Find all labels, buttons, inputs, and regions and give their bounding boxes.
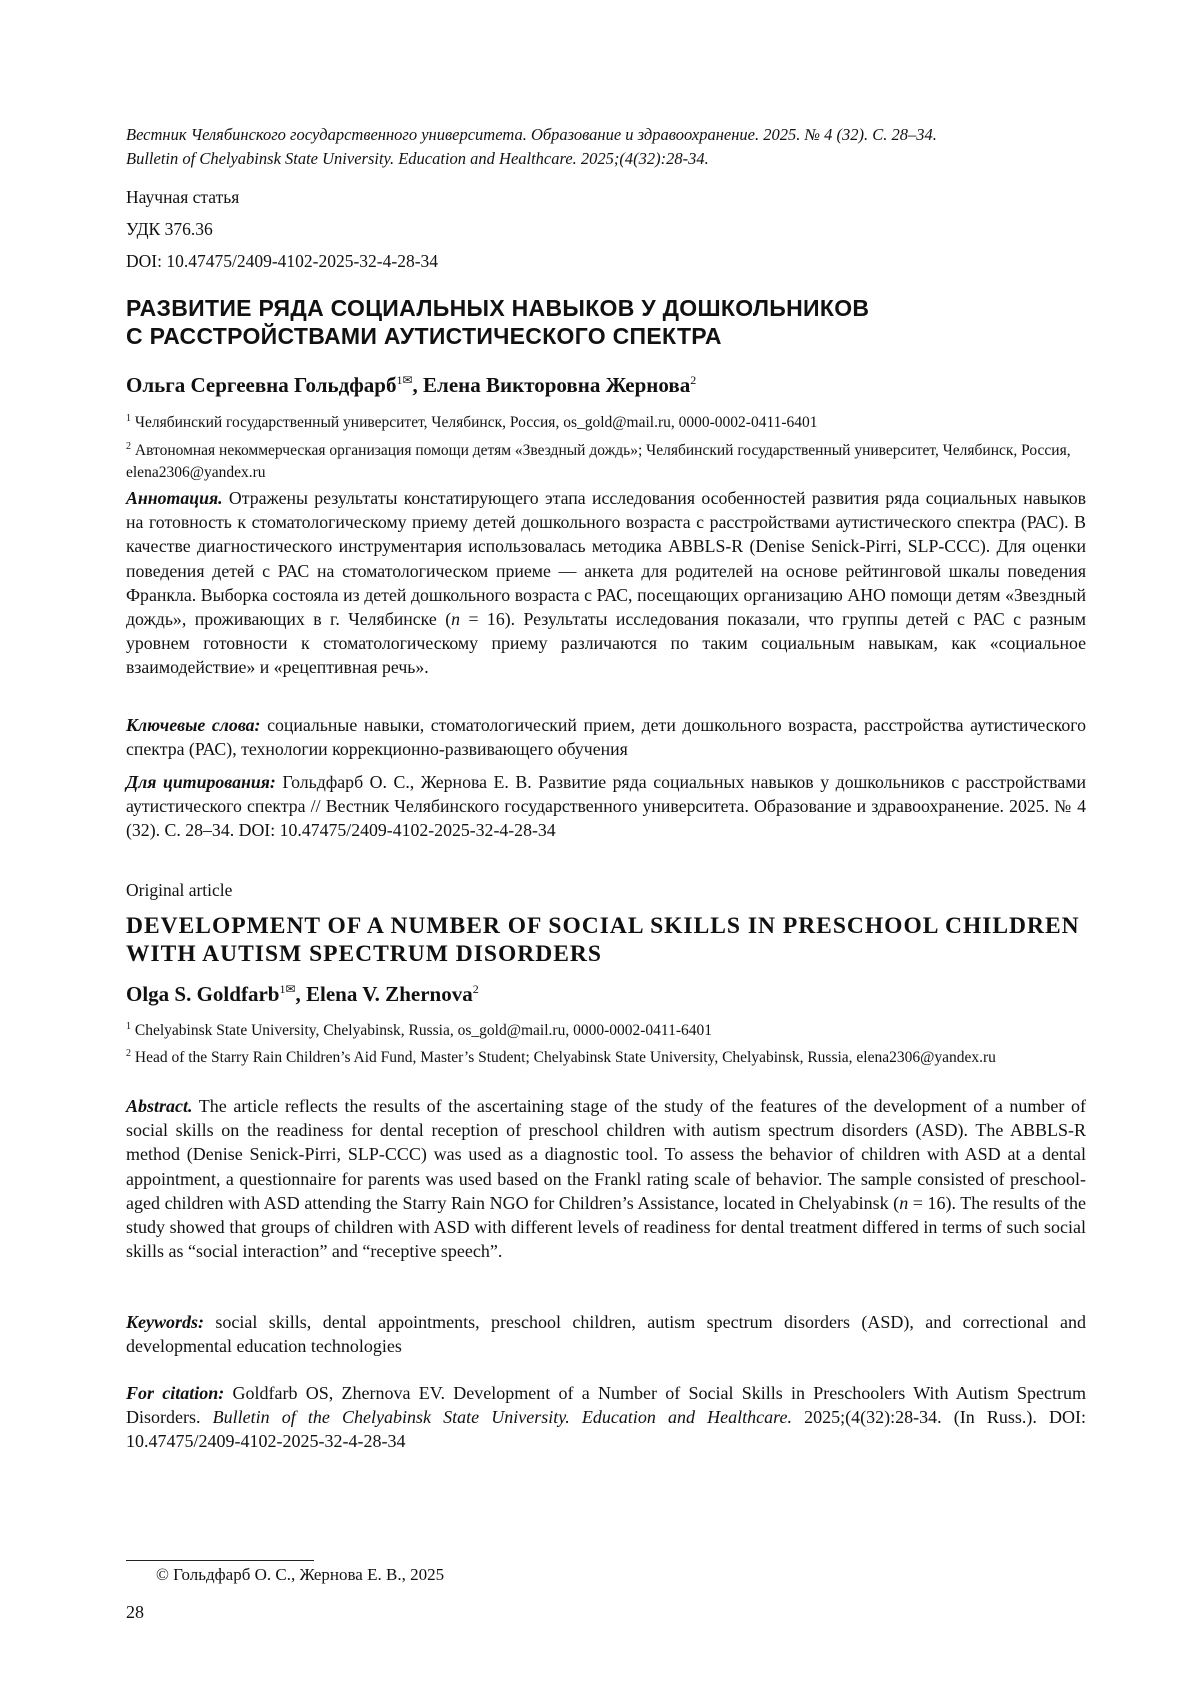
keywords-en-text: social skills, dental appointments, preschool children, autism spectrum disorders (ASD), and correctional and developmental education technologies (126, 1312, 1087, 1357)
title-en-line2: WITH AUTISM SPECTRUM DISORDERS (126, 941, 602, 967)
journal-header (126, 123, 1086, 171)
article-type-ru: Научная статья (126, 187, 240, 207)
abstract-en (126, 1094, 1086, 1263)
footnote-divider (126, 1560, 314, 1561)
author2-en: Elena V. Zhernova (306, 982, 473, 1006)
citation-en-text-2: 2025;(4(32):28-34. (In Russ.). DOI: 10.47475/2409-4102-2025-32-4-28-34 (126, 1407, 1086, 1452)
abstract-ru-n: n (451, 609, 461, 630)
title-ru-line2: С РАССТРОЙСТВАМИ АУТИСТИЧЕСКОГО СПЕКТРА (126, 323, 722, 349)
author1-en-sup: 1 (279, 982, 286, 996)
affiliation-en-1-num: 1 (126, 1021, 131, 1032)
abstract-ru-label: Аннотация. (126, 488, 223, 508)
authors-en-separator: , (295, 982, 307, 1006)
affiliation-en-2-text: Head of the Starry Rain Children’s Aid Fund, Master’s Student; Chelyabinsk State University, Chelyabinsk, Russia, elena2306@yandex.ru (134, 1049, 996, 1067)
authors-en (126, 976, 479, 1007)
envelope-icon: ✉ (402, 373, 413, 387)
affiliation-en-2-num: 2 (126, 1048, 131, 1059)
author2-ru-sup: 2 (690, 373, 697, 387)
keywords-en-label: Keywords: (126, 1312, 204, 1332)
affiliation-ru-2-num: 2 (126, 441, 131, 452)
affiliation-ru-1-text: Челябинский государственный университет, Челябинск, Россия, os_gold@mail.ru, 0000-0002-0411-6401 (134, 414, 818, 432)
author2-ru: Елена Викторовна Жернова (423, 373, 691, 397)
title-ru-line1: РАЗВИТИЕ РЯДА СОЦИАЛЬНЫХ НАВЫКОВ У ДОШКОЛЬНИКОВ (126, 295, 870, 321)
journal-line-en: Bulletin of Chelyabinsk State University. Education and Healthcare. 2025;(4(32):28-34. (126, 149, 709, 168)
keywords-ru-text: социальные навыки, стоматологический прием, дети дошкольного возраста, расстройства аутистического спектра (РАС), технологии коррекционно-развивающего обучения (126, 715, 1086, 760)
citation-ru-text: Гольдфарб О. С., Жернова Е. В. Развитие ряда социальных навыков у дошкольников с расстройствами аутистического спектра // Вестник Челябинского государственного университета. Образование и здравоохранение. 2025. № 4 (32). С. 28–34. DOI: 10.47475/2409-4102-2025-32-4-28-34 (126, 772, 1087, 841)
citation-en-text-1: Goldfarb OS, Zhernova EV. Development of a Number of Social Skills in Preschoolers With Autism Spectrum Disorders. (126, 1383, 1086, 1428)
affiliation-ru-2 (126, 436, 1086, 484)
affiliation-en-1 (126, 1016, 1086, 1042)
udc: УДК 376.36 (126, 219, 213, 239)
title-en-line1: DEVELOPMENT OF A NUMBER OF SOCIAL SKILLS IN PRESCHOOL CHILDREN (126, 913, 1080, 939)
envelope-icon-en: ✉ (285, 982, 296, 996)
page-number: 28 (126, 1602, 144, 1622)
abstract-ru (126, 486, 1086, 680)
abstract-en-text-2: = 16). The results of the study showed that groups of children with ASD with different levels of readiness for dental treatment differed in terms of such social skills as “social interaction” and “receptive speech”. (126, 1192, 1086, 1262)
affiliation-en-2 (126, 1043, 1086, 1069)
article-type-en: Original article (126, 880, 233, 900)
authors-ru-separator: , (412, 373, 424, 397)
affiliation-en-1-text: Chelyabinsk State University, Chelyabinsk, Russia, os_gold@mail.ru, 0000-0002-0411-6401 (134, 1022, 712, 1040)
title-ru (126, 294, 1086, 350)
authors-ru (126, 367, 696, 398)
abstract-ru-text-2: = 16). Результаты исследования показали, что группы детей с РАС с разным уровнем готовности к стоматологическому приему различаются по таким социальным навыкам, как «социальное взаимодействие» и «рецептивная речь». (126, 609, 1086, 678)
affiliation-ru-1 (126, 408, 1086, 434)
abstract-ru-text-1: Отражены результаты констатирующего этапа исследования особенностей развития ряда социальных навыков на готовность к стоматологическому приему детей дошкольного возраста с расстройствами аутистического спектра (РАС). В качестве диагностического инструментария использовалась методика ABBLS-R (Denise Senick-Pirri, SLP-CCC). Для оценки поведения детей с РАС на стоматологическом приеме — анкета для родителей на основе рейтинговой шкалы поведения Франкла. Выборка состояла из детей дошкольного возраста с РАС, посещающих организацию АНО помощи детям «Звездный дождь», проживающих в г. Челябинске ( (126, 488, 1086, 630)
keywords-ru (126, 713, 1086, 761)
affiliation-ru-1-num: 1 (126, 413, 131, 424)
citation-en-label: For citation: (126, 1383, 225, 1403)
author1-en: Olga S. Goldfarb (126, 982, 280, 1006)
abstract-en-text-1: The article reflects the results of the ascertaining stage of the study of the features of the development of a number of social skills on the readiness for dental reception of preschool children with autism spectrum disorders (ASD). The ABBLS-R method (Denise Senick-Pirri, SLP-CCC) was used as a diagnostic tool. To assess the behavior of children with ASD at a dental appointment, a questionnaire for parents was used based on the Frankl rating scale of behavior. The sample consisted of preschool-aged children with ASD attending the Starry Rain NGO for Children’s Assistance, located in Chelyabinsk ( (126, 1096, 1086, 1213)
citation-ru (126, 770, 1086, 843)
abstract-en-n: n (899, 1192, 909, 1213)
abstract-en-label: Abstract. (126, 1096, 193, 1116)
title-en (126, 912, 1086, 968)
author1-ru: Ольга Сергеевна Гольдфарб (126, 373, 397, 397)
author2-en-sup: 2 (472, 982, 479, 996)
author1-ru-sup: 1 (396, 373, 403, 387)
citation-en (126, 1381, 1086, 1454)
copyright-footnote: © Гольдфарб О. С., Жернова Е. В., 2025 (156, 1565, 445, 1584)
keywords-en (126, 1310, 1086, 1358)
doi: DOI: 10.47475/2409-4102-2025-32-4-28-34 (126, 251, 439, 271)
citation-en-journal: Bulletin of the Chelyabinsk State University. Education and Healthcare. (212, 1407, 792, 1428)
affiliation-ru-2-text: Автономная некоммерческая организация помощи детям «Звездный дождь»; Челябинский государственный университет, Челябинск, Россия, elena2306@yandex.ru (126, 442, 1071, 482)
citation-ru-label: Для цитирования: (126, 772, 276, 792)
journal-line-ru: Вестник Челябинского государственного университета. Образование и здравоохранение. 2025. № 4 (32). С. 28–34. (126, 125, 937, 144)
keywords-ru-label: Ключевые слова: (126, 715, 261, 735)
